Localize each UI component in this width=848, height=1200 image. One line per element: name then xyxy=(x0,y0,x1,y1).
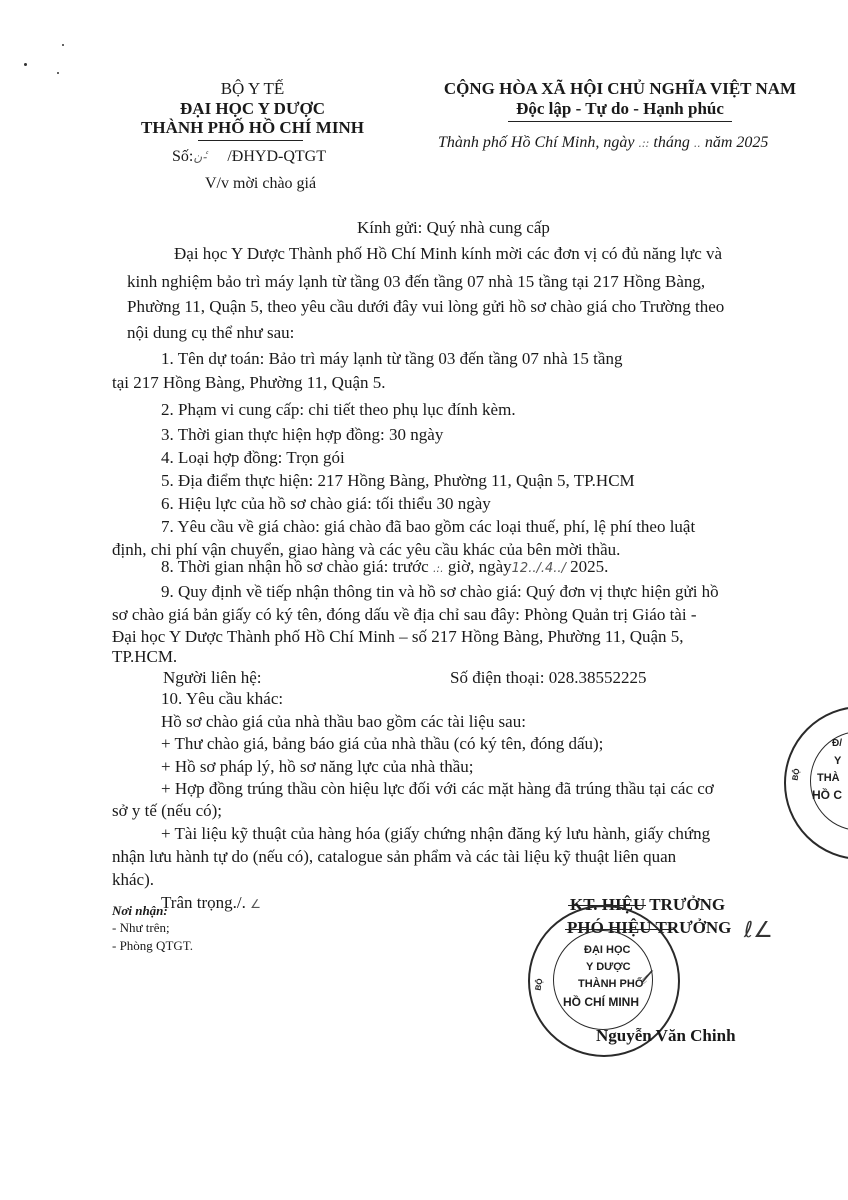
official-seal-text: THÀNH PHỐ xyxy=(578,978,644,990)
number-handwritten: ن-ٔ xyxy=(193,150,207,164)
date-prefix: Thành phố Hồ Chí Minh, ngày xyxy=(438,134,635,151)
signature-title-1: KT. HIỆU TRƯỞNG xyxy=(570,895,726,914)
item-9-continued: TP.HCM. xyxy=(112,647,178,666)
edge-seal-side-text: BỘ xyxy=(790,767,802,782)
official-seal-side-text: BỘ xyxy=(533,977,545,992)
item-10-intro: Hồ sơ chào giá của nhà thầu bao gồm các tài liệu sau: xyxy=(161,712,526,731)
bullet-1: + Thư chào giá, bảng báo giá của nhà thầu (có ký tên, đóng dấu); xyxy=(161,734,604,753)
stray-mark xyxy=(57,72,59,74)
item-8-date: 12../.4../ xyxy=(511,561,566,576)
edge-seal-text: HỒ C xyxy=(812,788,842,802)
document-number xyxy=(172,148,326,166)
stray-mark xyxy=(62,44,64,46)
official-seal-text: ĐẠI HỌC xyxy=(584,944,631,956)
closing-text: Trân trọng./. xyxy=(161,893,246,912)
recipients-label: Nơi nhận: xyxy=(112,903,168,918)
stray-mark xyxy=(24,63,27,66)
number-suffix: /ĐHYD-QTGT xyxy=(227,148,326,165)
number-prefix: Số: xyxy=(172,148,194,165)
national-title: CỘNG HÒA XÃ HỘI CHỦ NGHĨA VIỆT NAM xyxy=(443,79,797,98)
item-1: 1. Tên dự toán: Bảo trì máy lạnh từ tầng 03 đến tầng 07 nhà 15 tầng xyxy=(161,349,623,368)
item-8-prefix: 8. Thời gian nhận hồ sơ chào giá: trước xyxy=(161,557,429,576)
intro-line: Phường 11, Quận 5, theo yêu cầu dưới đây vui lòng gửi hồ sơ chào giá cho Trường theo xyxy=(127,297,725,316)
official-seal-text: HỒ CHÍ MINH xyxy=(563,995,639,1009)
national-motto: Độc lập - Tự do - Hạnh phúc xyxy=(516,99,724,118)
official-seal-text: Y DƯỢC xyxy=(586,961,631,973)
closing-regards xyxy=(161,893,261,914)
header-divider xyxy=(198,140,303,141)
signature-title-2: PHÓ HIỆU TRƯỞNG xyxy=(567,918,732,937)
university-name-line2: THÀNH PHỐ HỒ CHÍ MINH xyxy=(141,118,364,137)
intro-line: kinh nghiệm bảo trì máy lạnh từ tầng 03 đến tầng 07 nhà 15 tầng tại 217 Hồng Bàng, xyxy=(127,272,706,291)
intro-line: Đại học Y Dược Thành phố Hồ Chí Minh kính mời các đơn vị có đủ năng lực và xyxy=(174,244,723,263)
ministry-name: BỘ Y TẾ xyxy=(220,79,285,98)
recipient-item: - Phòng QTGT. xyxy=(112,938,194,953)
item-5: 5. Địa điểm thực hiện: 217 Hồng Bàng, Phường 11, Quận 5, TP.HCM xyxy=(161,471,635,490)
item-8-hour: .:. xyxy=(432,562,444,575)
signer-name: Nguyễn Văn Chinh xyxy=(596,1026,736,1045)
greeting: Kính gửi: Quý nhà cung cấp xyxy=(357,218,550,237)
document-date xyxy=(438,134,768,152)
signature-scribble: ℓ∠ xyxy=(744,918,773,943)
document-subject: V/v mời chào giá xyxy=(205,175,317,192)
item-1-continued: tại 217 Hồng Bàng, Phường 11, Quận 5. xyxy=(112,373,386,392)
item-9: 9. Quy định về tiếp nhận thông tin và hồ sơ chào giá: Quý đơn vị thực hiện gửi hồ xyxy=(161,582,719,601)
date-suffix: năm 2025 xyxy=(704,134,769,151)
bullet-3: + Hợp đồng trúng thầu còn hiệu lực đối với các mặt hàng đã trúng thầu tại các cơ xyxy=(161,779,714,798)
date-month: .. xyxy=(693,137,701,150)
university-name-line1: ĐẠI HỌC Y DƯỢC xyxy=(180,99,325,118)
item-6: 6. Hiệu lực của hồ sơ chào giá: tối thiểu 30 ngày xyxy=(161,494,491,513)
item-10: 10. Yêu cầu khác: xyxy=(161,689,284,708)
bullet-4-continued: nhận lưu hành tự do (nếu có), catalogue sản phẩm và các tài liệu kỹ thuật liên quan xyxy=(112,847,677,866)
intro-line: nội dung cụ thể như sau: xyxy=(127,323,295,342)
item-7: 7. Yêu cầu về giá chào: giá chào đã bao gồm các loại thuế, phí, lệ phí theo luật xyxy=(161,517,696,536)
edge-seal-text: Y xyxy=(834,755,842,767)
item-9-continued: sơ chào giá bản giấy có ký tên, đóng dấu về địa chỉ sau đây: Phòng Quản trị Giáo tài - xyxy=(112,605,697,624)
item-2: 2. Phạm vi cung cấp: chi tiết theo phụ lục đính kèm. xyxy=(161,400,516,419)
item-3: 3. Thời gian thực hiện hợp đồng: 30 ngày xyxy=(161,425,444,444)
date-mid: tháng xyxy=(653,134,690,151)
bullet-4: + Tài liệu kỹ thuật của hàng hóa (giấy chứng nhận đăng ký lưu hành, giấy chứng xyxy=(161,824,711,843)
item-8-mid: giờ, ngày xyxy=(447,557,512,576)
recipient-item: - Như trên; xyxy=(112,920,170,935)
closing-initial-mark: ∠ xyxy=(250,897,261,911)
item-4: 4. Loại hợp đồng: Trọn gói xyxy=(161,448,345,467)
contact-label: Người liên hệ: xyxy=(163,668,262,687)
edge-seal-text: Đ/ xyxy=(832,738,842,749)
bullet-3-continued: sở y tế (nếu có); xyxy=(112,801,223,820)
item-9-continued: Đại học Y Dược Thành phố Hồ Chí Minh – số 217 Hồng Bàng, Phường 11, Quận 5, xyxy=(112,627,684,646)
item-7-continued: định, chi phí vận chuyển, giao hàng và các yêu cầu khác của bên mời thầu. xyxy=(112,540,621,559)
bullet-4-continued: khác). xyxy=(112,870,155,889)
signature-stroke: 𝓁 xyxy=(640,965,647,989)
motto-underline xyxy=(508,121,732,122)
contact-phone: Số điện thoại: 028.38552225 xyxy=(450,668,647,687)
item-8 xyxy=(161,557,608,579)
date-day: .:: xyxy=(638,137,650,150)
item-8-suffix: 2025. xyxy=(570,557,609,576)
edge-seal-text: THÀ xyxy=(817,772,840,784)
bullet-2: + Hồ sơ pháp lý, hồ sơ năng lực của nhà thầu; xyxy=(161,757,474,776)
